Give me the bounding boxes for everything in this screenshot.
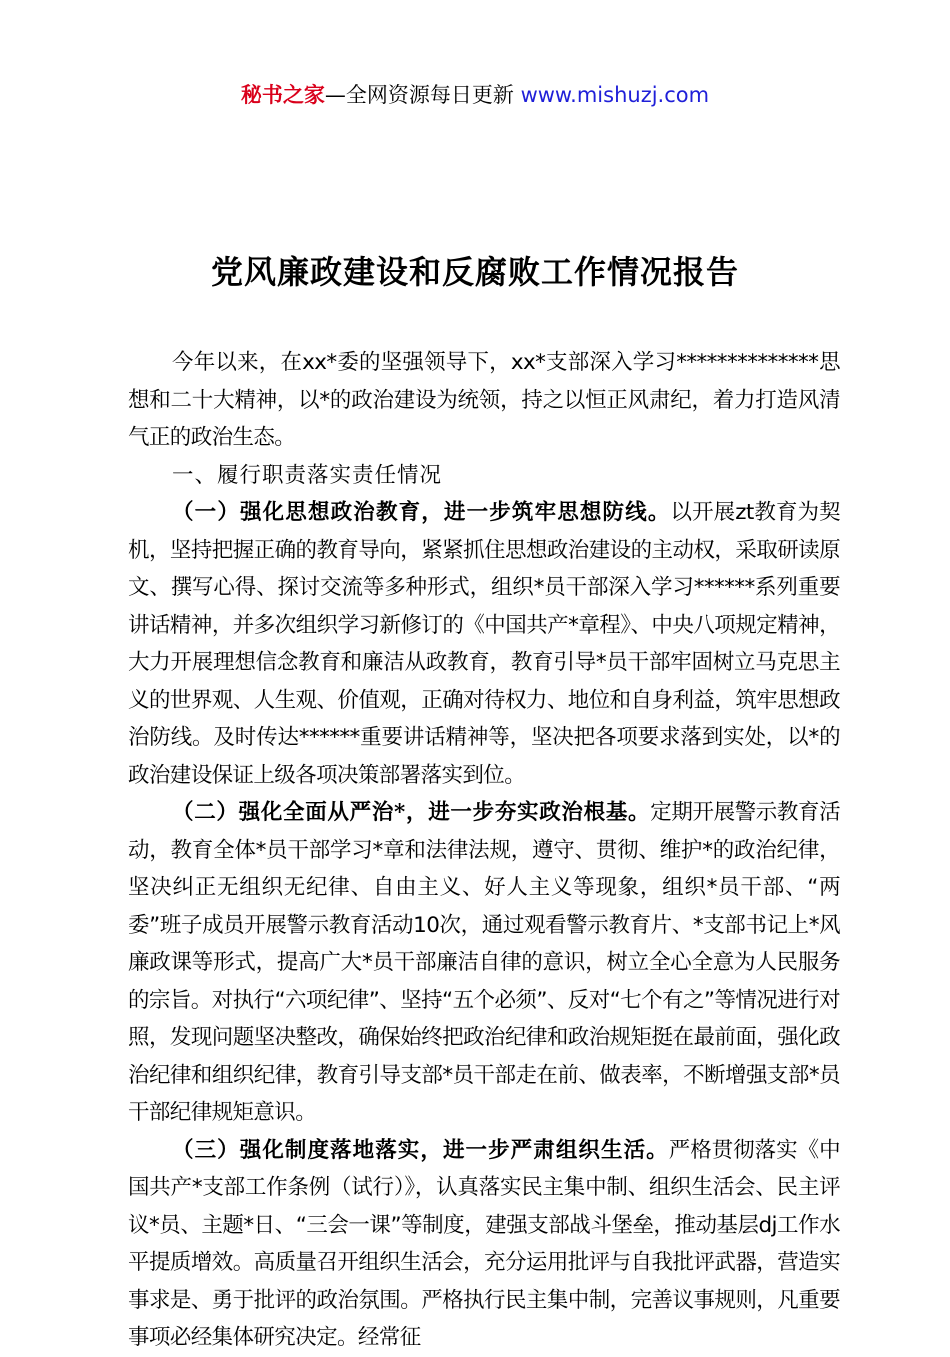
subsection-body-1: 以开展zt教育为契机，坚持把握正确的教育导向，紧紧抓住思想政治建设的主动权，采取研读原文、撰写心得、探讨交流等多种形式，组织*员干部深入学习******系列重要讲话精神，并多次组织学习新修订的《中国共产*章程》、中央八项规定精神，大力开展理想信念教育和廉洁从政教育，教育引导*员干部牢固树立马克思主义的世界观、人生观、价值观，正确对待权力、地位和自身利益，筑牢思想政治防线。及时传达******重要讲话精神等，坚决把各项要求落到实处，以*的政治建设保证上级各项决策部署落实到位。 xyxy=(128,500,840,788)
subsection-heading-2: （二）强化全面从严治*，进一步夯实政治根基。 xyxy=(172,800,651,825)
subsection-paragraph-1 xyxy=(128,494,840,794)
document-body xyxy=(128,344,840,1357)
subsection-heading-1: （一）强化思想政治教育，进一步筑牢思想防线。 xyxy=(172,500,671,525)
site-url-link[interactable]: www.mishuzj.com xyxy=(520,83,710,107)
subsection-paragraph-3 xyxy=(128,1132,840,1357)
subsection-paragraph-2 xyxy=(128,794,840,1132)
intro-paragraph: 今年以来，在xx*委的坚强领导下，xx*支部深入学习**************思想和二十大精神，以*的政治建设为统领，持之以恒正风肃纪，着力打造风清气正的政治生态。 xyxy=(128,350,840,450)
subsection-body-2: 定期开展警示教育活动，教育全体*员干部学习*章和法律法规，遵守、贯彻、维护*的政治纪律，坚决纠正无组织无纪律、自由主义、好人主义等现象，组织*员干部、“两委”班子成员开展警示教育活动10次，通过观看警示教育片、*支部书记上*风廉政课等形式，提高广大*员干部廉洁自律的意识，树立全心全意为人民服务的宗旨。对执行“六项纪律”、坚持“五个必须”、反对“七个有之”等情况进行对照，发现问题坚决整改，确保始终把政治纪律和政治规矩挺在最前面，强化政治纪律和组织纪律，教育引导支部*员干部走在前、做表率，不断增强支部*员干部纪律规矩意识。 xyxy=(128,800,840,1125)
subsection-body-3: 严格贯彻落实《中国共产*支部工作条例（试行）》，认真落实民主集中制、组织生活会、民主评议*员、主题*日、“三会一课”等制度，建强支部战斗堡垒，推动基层dj工作水平提质增效。高质量召开组织生活会，充分运用批评与自我批评武器，营造实事求是、勇于批评的政治氛围。严格执行民主集中制，完善议事规则，凡重要事项必经集体研究决定。经常征 xyxy=(128,1137,840,1350)
site-brand: 秘书之家 xyxy=(240,83,325,107)
subsection-heading-3: （三）强化制度落地落实，进一步严肃组织生活。 xyxy=(172,1137,669,1163)
site-header xyxy=(0,80,950,110)
document-title: 党风廉政建设和反腐败工作情况报告 xyxy=(210,253,739,291)
site-slogan: —全网资源每日更新 xyxy=(324,83,521,107)
section-heading-1: 一、履行职责落实责任情况 xyxy=(172,462,443,488)
